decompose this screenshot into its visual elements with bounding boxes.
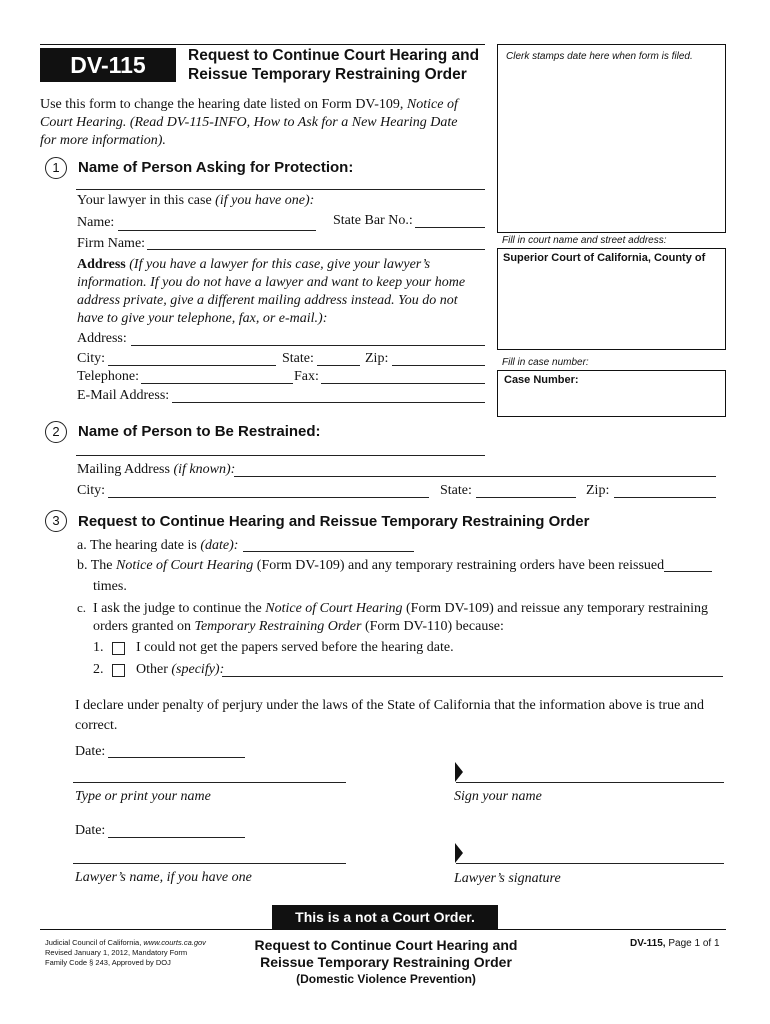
clerk-stamp-box	[497, 44, 726, 233]
lawyer-name-field[interactable]	[118, 230, 316, 231]
date-label-2: Date:	[75, 823, 106, 838]
telephone-label: Telephone:	[77, 369, 139, 384]
section-2-heading: Name of Person to Be Restrained:	[78, 423, 321, 440]
footer-rule	[40, 929, 726, 930]
fax-label: Fax:	[294, 369, 319, 384]
section-1-heading: Name of Person Asking for Protection:	[78, 159, 354, 176]
address-label: Address:	[77, 331, 127, 346]
type-name-label: Type or print your name	[75, 789, 211, 804]
not-court-order-banner: This is a not a Court Order.	[272, 905, 498, 929]
mailing-address-field[interactable]	[234, 476, 716, 477]
address-field[interactable]	[131, 345, 485, 346]
restrained-zip-field[interactable]	[614, 497, 716, 498]
court-fill-label: Fill in court name and street address:	[502, 235, 667, 246]
form-title-line1: Request to Continue Court Hearing and	[188, 47, 480, 64]
sign-name-label: Sign your name	[454, 789, 542, 804]
name-label: Name:	[77, 215, 115, 230]
option-2-text: Other (specify):	[136, 662, 225, 677]
section-3-number: 3	[45, 510, 67, 532]
section-3-heading: Request to Continue Hearing and Reissue Temporary Restraining Order	[78, 513, 590, 530]
email-field[interactable]	[172, 402, 485, 403]
address-note: Address (If you have a lawyer for this case, give your lawyer’s information. If you do not have a lawyer and want to keep your home address private, give a different mailing address instead. You do not have to give your telephone, fax, or e-mail.):	[77, 257, 466, 326]
firm-name-label: Firm Name:	[77, 236, 146, 251]
email-label: E-Mail Address:	[77, 388, 170, 403]
form-title	[188, 46, 479, 84]
city-field[interactable]	[108, 365, 276, 366]
form-title-line2: Reissue Temporary Restraining Order	[188, 66, 467, 83]
restrained-city-label: City:	[77, 483, 106, 498]
clerk-stamp-label: Clerk stamps date here when form is filed.	[506, 51, 693, 62]
state-field[interactable]	[317, 365, 360, 366]
option-2-checkbox[interactable]	[112, 664, 125, 677]
case-number-box[interactable]	[497, 370, 726, 417]
intro-text: Use this form to change the hearing date listed on Form DV-109, Notice of Court Hearing. (Read DV-115-INFO, How to Ask for a New Hearing Date for more information).	[40, 97, 458, 148]
item-b-times: times.	[93, 579, 127, 594]
restrained-city-field[interactable]	[108, 497, 429, 498]
item-c-text: I ask the judge to continue the Notice of Court Hearing (Form DV-109) and reissue any temporary restraining orders granted on Temporary Restraining Order (Form DV-110) because:	[93, 601, 708, 634]
case-number-label: Case Number:	[504, 374, 579, 386]
printed-name-field[interactable]	[73, 782, 346, 783]
lawyer-printed-name-field[interactable]	[73, 863, 346, 864]
fax-field[interactable]	[321, 383, 485, 384]
option-1-checkbox[interactable]	[112, 642, 125, 655]
restrained-state-field[interactable]	[476, 497, 576, 498]
other-reason-field[interactable]	[222, 676, 723, 677]
state-bar-label: State Bar No.:	[333, 213, 413, 228]
sign-arrow-icon	[455, 762, 463, 782]
option-2-number: 2.	[93, 662, 104, 677]
date-label-1: Date:	[75, 744, 106, 759]
section-1-number: 1	[45, 157, 67, 179]
restrained-state-label: State:	[440, 483, 472, 498]
footer-legal: Judicial Council of California, www.courts.ca.gov Revised January 1, 2012, Mandatory Form Family Code § 243, Approved by DOJ	[45, 938, 206, 967]
footer-title: Request to Continue Court Hearing and Reissue Temporary Restraining Order (Domestic Violence Prevention)	[254, 937, 518, 986]
item-c-letter: c.	[77, 600, 87, 615]
restrained-name-field[interactable]	[76, 455, 485, 456]
zip-field[interactable]	[392, 365, 485, 366]
mailing-address-label: Mailing Address (if known):	[77, 462, 236, 477]
signature-field[interactable]	[456, 782, 724, 783]
court-name-label: Superior Court of California, County of	[503, 252, 706, 264]
hearing-date-field[interactable]	[243, 551, 414, 552]
reissued-count-field[interactable]	[664, 571, 712, 572]
state-bar-field[interactable]	[415, 227, 485, 228]
restrained-zip-label: Zip:	[586, 483, 610, 498]
option-1-number: 1.	[93, 640, 104, 655]
form-id-badge: DV-115	[40, 48, 176, 82]
option-1-text: I could not get the papers served before the hearing date.	[136, 640, 454, 655]
item-a-text: a. The hearing date is (date):	[77, 538, 239, 553]
lawyer-signature-label: Lawyer’s signature	[454, 871, 561, 886]
declaration-text: I declare under penalty of perjury under the laws of the State of California that the information above is true and correct.	[75, 698, 705, 733]
telephone-field[interactable]	[141, 383, 293, 384]
city-label: City:	[77, 351, 106, 366]
protected-name-field[interactable]	[76, 189, 485, 190]
page-number: DV-115, Page 1 of 1	[630, 938, 720, 949]
zip-label: Zip:	[365, 351, 389, 366]
date-field-1[interactable]	[108, 757, 245, 758]
top-rule	[40, 44, 485, 45]
firm-name-field[interactable]	[147, 249, 485, 250]
lawyer-name-label: Lawyer’s name, if you have one	[75, 870, 252, 885]
item-b-text: b. The Notice of Court Hearing (Form DV-109) and any temporary restraining orders have been reissued	[77, 558, 665, 573]
court-name-box[interactable]	[497, 248, 726, 350]
lawyer-label: Your lawyer in this case (if you have one):	[77, 193, 315, 208]
lawyer-signature-field[interactable]	[456, 863, 724, 864]
section-2-number: 2	[45, 421, 67, 443]
state-label: State:	[282, 351, 314, 366]
date-field-2[interactable]	[108, 837, 245, 838]
lawyer-sign-arrow-icon	[455, 843, 463, 863]
case-fill-label: Fill in case number:	[502, 357, 589, 368]
